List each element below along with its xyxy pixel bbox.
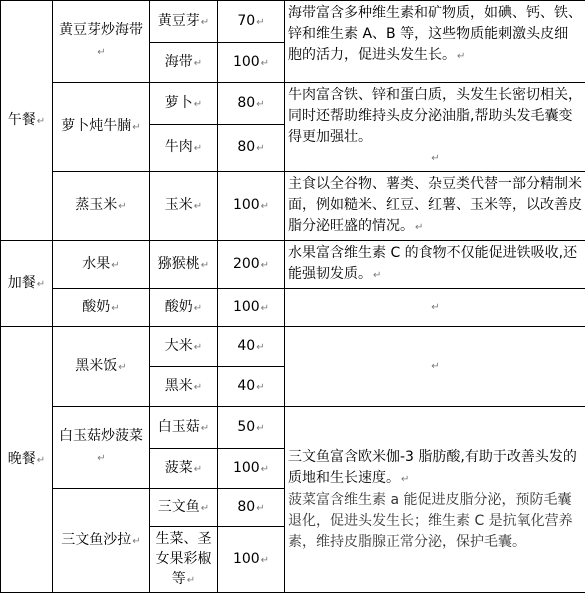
note-cell: 主食以全谷物、薯类、杂豆类代替一部分精制米面，例如糙米、红豆、红薯、玉米等，以改善皮脂分泌旺盛的情况。↵ bbox=[285, 172, 585, 241]
dish-cell: 黄豆芽炒海带↵ bbox=[53, 1, 150, 83]
meal-dinner: 晚餐↵ bbox=[1, 327, 53, 593]
amount-cell: 80↵ bbox=[218, 125, 285, 172]
note-cell-empty: ↵ bbox=[285, 327, 585, 407]
ingredient-cell: 玉米↵ bbox=[150, 172, 218, 241]
ingredient-cell: 萝卜↵ bbox=[150, 83, 218, 125]
dish-cell: 蒸玉米↵ bbox=[53, 172, 150, 241]
note-spinach: 菠菜富含维生素 a 能促进皮脂分泌，预防毛囊退化，促进头发生长；维生素 C 是抗氧化营养素，维持皮脂腺正常分泌，保护毛囊。 bbox=[288, 490, 582, 553]
amount-cell: 40↵ bbox=[218, 327, 285, 367]
amount-cell: 100↵ bbox=[218, 172, 285, 241]
amount-cell: 200↵ bbox=[218, 241, 285, 289]
ingredient-cell: 黑米↵ bbox=[150, 367, 218, 407]
dish-cell: 三文鱼沙拉↵ bbox=[53, 489, 150, 593]
ingredient-cell: 牛肉↵ bbox=[150, 125, 218, 172]
note-cell bbox=[285, 407, 585, 593]
amount-cell: 100↵ bbox=[218, 43, 285, 83]
ingredient-cell: 生菜、圣女果彩椒等↵ bbox=[150, 527, 218, 593]
note-cell: 水果富含维生素 C 的食物不仅能促进铁吸收,还能强韧发质。↵ bbox=[285, 241, 585, 289]
meal-snack: 加餐↵ bbox=[1, 241, 53, 327]
ingredient-cell: 黄豆芽↵ bbox=[150, 1, 218, 43]
ingredient-cell: 大米↵ bbox=[150, 327, 218, 367]
amount-cell: 100↵ bbox=[218, 289, 285, 327]
ingredient-cell: 海带↵ bbox=[150, 43, 218, 83]
dish-cell: 萝卜炖牛腩↵ bbox=[53, 83, 150, 172]
amount-cell: 100↵ bbox=[218, 527, 285, 593]
amount-cell: 80↵ bbox=[218, 489, 285, 527]
dish-cell: 酸奶↵ bbox=[53, 289, 150, 327]
ingredient-cell: 猕猴桃↵ bbox=[150, 241, 218, 289]
dish-cell: 白玉菇炒菠菜↵ bbox=[53, 407, 150, 489]
amount-cell: 80↵ bbox=[218, 83, 285, 125]
note-cell: 牛肉富含铁、锌和蛋白质，头发生长密切相关，同时还帮助维持头皮分泌油脂,帮助头发毛囊变得更加强壮。 ↵ bbox=[285, 83, 585, 172]
amount-cell: 70↵ bbox=[218, 1, 285, 43]
note-cell-empty: ↵ bbox=[285, 289, 585, 327]
meal-lunch: 午餐↵ bbox=[1, 1, 53, 241]
note-cell: 海带富含多种维生素和矿物质，如碘、钙、铁、锌和维生素 A、B 等，这些物质能刺激头皮细胞的活力，促进头发生长。↵ bbox=[285, 1, 585, 83]
dish-cell: 黑米饭↵ bbox=[53, 327, 150, 407]
amount-cell: 50↵ bbox=[218, 407, 285, 449]
ingredient-cell: 三文鱼↵ bbox=[150, 489, 218, 527]
note-salmon: 三文鱼富含欧米伽-3 脂肪酸,有助于改善头发的质地和生长速度。↵ bbox=[288, 447, 582, 490]
dish-cell: 水果↵ bbox=[53, 241, 150, 289]
ingredient-cell: 菠菜↵ bbox=[150, 449, 218, 489]
amount-cell: 100↵ bbox=[218, 449, 285, 489]
ingredient-cell: 酸奶↵ bbox=[150, 289, 218, 327]
ingredient-cell: 白玉菇↵ bbox=[150, 407, 218, 449]
amount-cell: 40↵ bbox=[218, 367, 285, 407]
